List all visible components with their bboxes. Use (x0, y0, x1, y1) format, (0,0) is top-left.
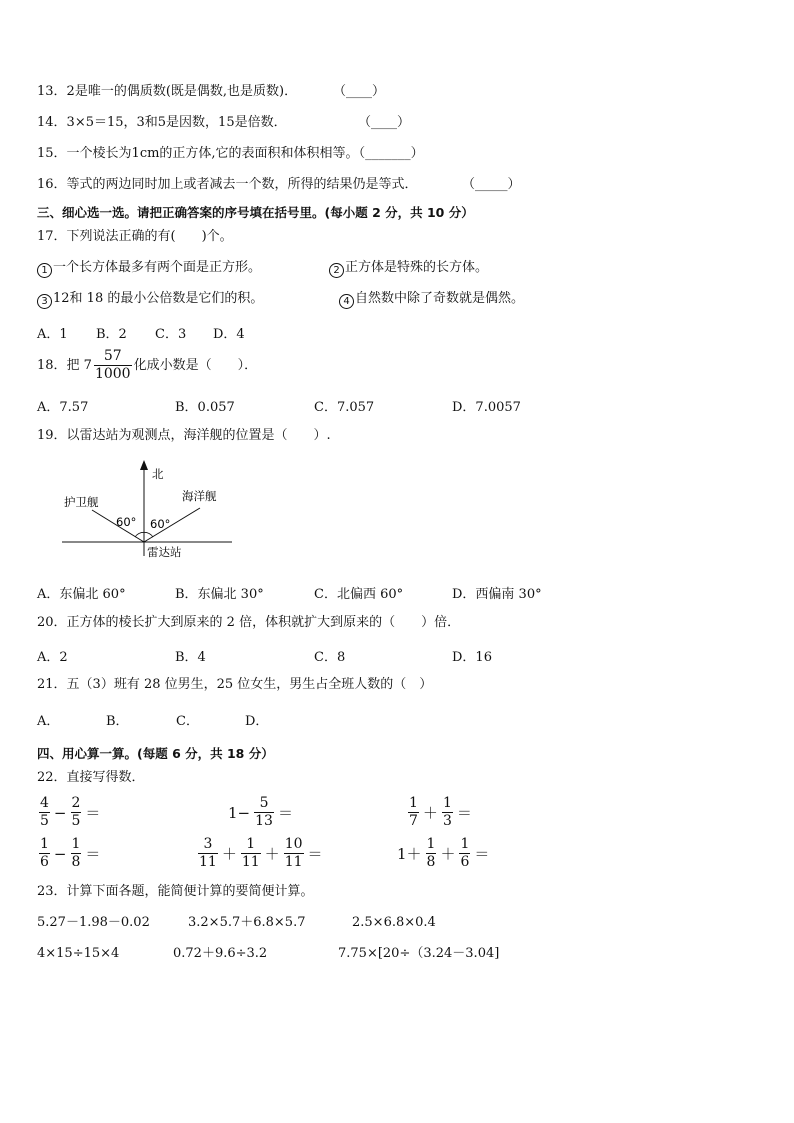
statement-text: 一个长方体最多有两个面是正方形。 (53, 260, 262, 275)
question-prefix: 18．把 7 (37, 357, 92, 373)
option-a[interactable]: A．2 (37, 650, 68, 665)
denominator: 1000 (94, 366, 131, 382)
denominator: 5 (71, 813, 81, 829)
question-17-stem: 17．下列说法正确的有( )个。 (37, 229, 233, 244)
question-21-stem: 21．五（3）班有 28 位男生，25 位女生，男生占全班人数的（ ） (37, 677, 433, 692)
station-label: 雷达站 (147, 545, 182, 559)
fraction (442, 795, 453, 830)
answer-blank[interactable]: （_______） (358, 146, 424, 161)
option-b[interactable]: B． (106, 714, 129, 729)
calculation-expression: 4×15÷15×4 (37, 946, 120, 961)
answer-blank[interactable]: （_____） (462, 177, 521, 192)
denominator: 11 (284, 854, 303, 870)
question-13 (37, 84, 297, 100)
north-arrow-icon (140, 460, 148, 470)
section-heading: 四、用心算一算。(每题 6 分，共 18 分） (37, 746, 274, 761)
statement-3 (37, 291, 263, 309)
equals-sign: ＝ (277, 804, 293, 822)
denominator: 11 (241, 854, 260, 870)
question-16 (37, 177, 418, 193)
answer-blank[interactable]: （____） (333, 84, 386, 99)
question-18-stem (37, 348, 257, 383)
statement-1 (37, 260, 261, 278)
mixed-fraction (94, 348, 132, 383)
denominator: 8 (71, 854, 81, 870)
option-b[interactable]: B．0.057 (175, 400, 235, 415)
circled-number: 1 (37, 263, 52, 278)
numerator: 1 (409, 795, 418, 811)
option-a[interactable]: A．1 (37, 327, 68, 342)
option-c[interactable]: C．北偏西 60° (314, 587, 404, 602)
numerator: 10 (284, 836, 303, 852)
operator: ＋ (440, 845, 456, 863)
option-d[interactable]: D．16 (452, 650, 492, 665)
numerator: 1 (426, 836, 436, 852)
numerator: 57 (103, 348, 122, 364)
question-text: 13．2是唯一的偶质数(既是偶数,也是质数)． (37, 84, 298, 99)
right-angle-label: 60° (150, 517, 171, 531)
expression-6 (395, 836, 491, 871)
section-heading: 三、细心选一选。请把正确答案的序号填在括号里。(每小题 2 分，共 10 分） (37, 205, 474, 220)
circled-number: 3 (37, 294, 52, 309)
equals-sign: ＝ (85, 804, 101, 822)
fraction (39, 836, 50, 871)
fraction (254, 795, 274, 830)
question-19-stem: 19．以雷达站为观测点，海洋舰的位置是（ ）. (37, 428, 331, 443)
statement-text: 12和 18 的最小公倍数是它们的积。 (53, 291, 264, 306)
north-label: 北 (152, 467, 164, 481)
calculation-expression: 7.75×[20÷（3.24－3.04] (338, 946, 500, 961)
question-text: 15．一个棱长为1cm的正方体,它的表面积和体积相等。 (37, 146, 359, 161)
question-22-stem: 22．直接写得数． (37, 770, 145, 785)
question-23-stem: 23．计算下面各题，能简便计算的要简便计算。 (37, 884, 314, 899)
option-c[interactable]: C．8 (314, 650, 346, 665)
fraction (459, 836, 470, 871)
numerator: 4 (40, 795, 49, 811)
answer-blank[interactable]: （____） (358, 115, 411, 130)
denominator: 13 (255, 813, 273, 829)
fraction (408, 795, 419, 830)
right-ship-label: 海洋舰 (182, 489, 217, 503)
calculation-expression: 2.5×6.8×0.4 (352, 915, 436, 930)
fraction (71, 795, 82, 830)
equals-sign: ＝ (456, 804, 472, 822)
fraction (241, 836, 261, 871)
fraction (39, 795, 50, 830)
equals-sign: ＝ (85, 845, 101, 863)
leading-term: 1＋ (397, 845, 422, 863)
operator: ＋ (221, 845, 237, 863)
numerator: 1 (40, 836, 49, 852)
circled-number: 4 (339, 294, 354, 309)
numerator: 1 (442, 795, 452, 811)
expression-3 (406, 795, 474, 830)
numerator: 1 (246, 836, 256, 852)
fraction (284, 836, 304, 871)
operator: ＋ (264, 845, 280, 863)
statement-2 (329, 260, 488, 278)
question-text: 14．3×5＝15，3和5是因数，15是倍数． (37, 115, 287, 130)
option-a[interactable]: A．东偏北 60° (37, 587, 126, 602)
option-c[interactable]: C．7.057 (314, 400, 375, 415)
numerator: 2 (71, 795, 81, 811)
statement-4 (339, 291, 524, 309)
question-suffix: 化成小数是（ ）． (133, 357, 258, 373)
denominator: 5 (40, 813, 49, 829)
equals-sign: ＝ (474, 845, 490, 863)
option-b[interactable]: B．2 (96, 327, 127, 342)
option-a[interactable]: A． (37, 714, 60, 729)
operator: − (53, 844, 67, 863)
numerator: 5 (259, 795, 269, 811)
option-d[interactable]: D．4 (213, 327, 245, 342)
option-c[interactable]: C． (176, 714, 199, 729)
question-text: 16．等式的两边同时加上或者减去一个数，所得的结果仍是等式． (37, 177, 418, 192)
expression-1 (37, 795, 102, 830)
denominator: 3 (442, 813, 452, 829)
expression-5 (196, 836, 325, 871)
calculation-expression: 0.72＋9.6÷3.2 (173, 946, 268, 961)
fraction (426, 836, 437, 871)
left-angle-label: 60° (116, 515, 137, 529)
numerator: 3 (203, 836, 213, 852)
expression-4 (37, 836, 102, 871)
question-14 (37, 115, 287, 131)
denominator: 7 (409, 813, 418, 829)
fraction (71, 836, 82, 871)
expression-2 (226, 795, 295, 830)
calculation-expression: 5.27－1.98－0.02 (37, 915, 150, 930)
option-b[interactable]: B．4 (175, 650, 206, 665)
question-15 (37, 146, 424, 162)
option-d[interactable]: D．7.0057 (452, 400, 521, 415)
option-b[interactable]: B．东偏北 30° (175, 587, 264, 602)
leading-term: 1− (228, 803, 251, 822)
fraction (198, 836, 218, 871)
numerator: 1 (460, 836, 470, 852)
operator: − (53, 803, 67, 822)
numerator: 1 (71, 836, 81, 852)
left-ship-label: 护卫舰 (64, 495, 99, 509)
circled-number: 2 (329, 263, 344, 278)
statement-text: 自然数中除了奇数就是偶然。 (355, 291, 525, 306)
option-c[interactable]: C．3 (155, 327, 187, 342)
denominator: 6 (40, 854, 49, 870)
question-20-stem: 20．正方体的棱长扩大到原来的 2 倍，体积就扩大到原来的（ ）倍． (37, 615, 461, 630)
option-a[interactable]: A．7.57 (37, 400, 89, 415)
option-d[interactable]: D． (245, 714, 269, 729)
denominator: 11 (199, 854, 217, 870)
equals-sign: ＝ (307, 845, 323, 863)
direction-diagram (60, 458, 240, 568)
denominator: 8 (426, 854, 436, 870)
denominator: 6 (460, 854, 470, 870)
operator: ＋ (422, 804, 438, 822)
calculation-expression: 3.2×5.7＋6.8×5.7 (188, 915, 306, 930)
statement-text: 正方体是特殊的长方体。 (345, 260, 489, 275)
option-d[interactable]: D．西偏南 30° (452, 587, 542, 602)
